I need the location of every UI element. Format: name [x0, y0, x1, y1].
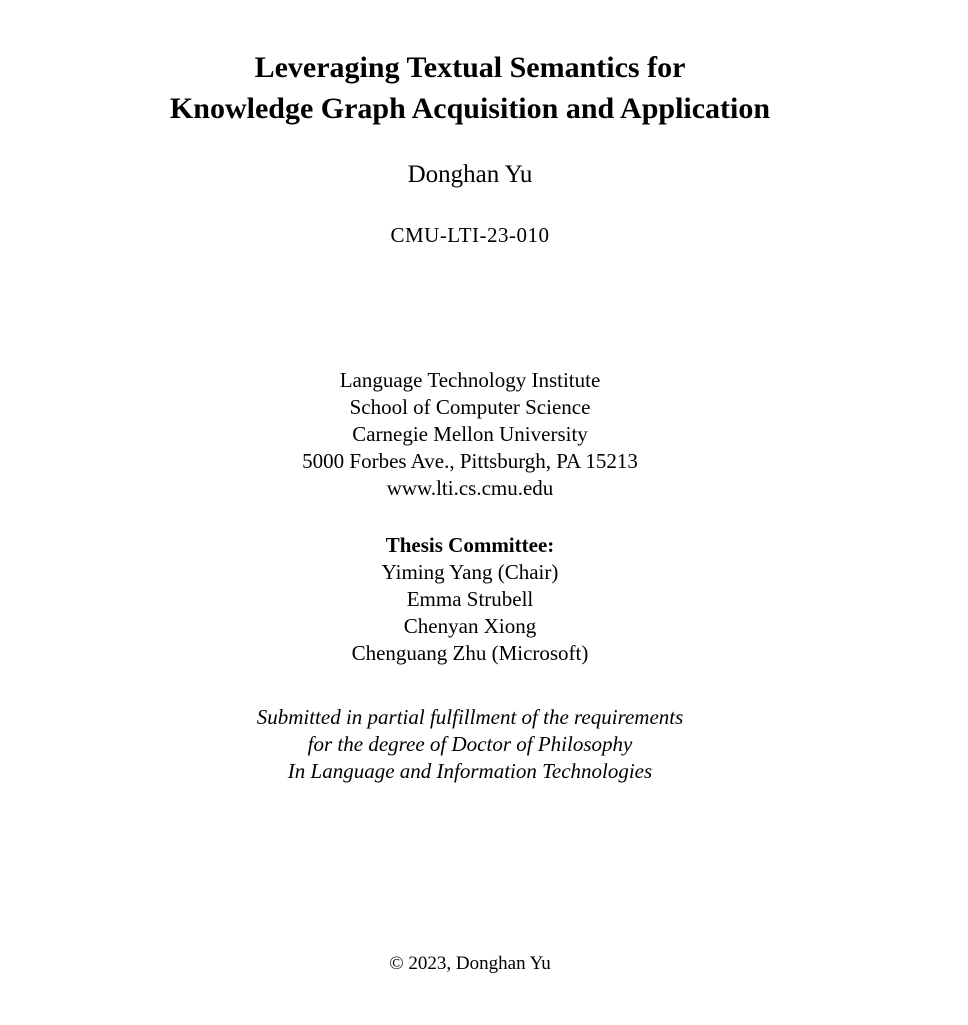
thesis-committee — [0, 532, 940, 667]
committee-member: Emma Strubell — [406, 587, 534, 611]
committee-member: Yiming Yang (Chair) — [381, 560, 559, 584]
thesis-title — [0, 47, 940, 129]
thesis-title-line-2: Knowledge Graph Acquisition and Application — [169, 92, 771, 125]
report-number: CMU-LTI-23-010 — [390, 223, 550, 247]
submission-line-2: for the degree of Doctor of Philosophy — [307, 732, 633, 756]
postal-address: 5000 Forbes Ave., Pittsburgh, PA 15213 — [302, 449, 638, 473]
committee-member: Chenyan Xiong — [403, 614, 537, 638]
submission-statement — [0, 704, 940, 785]
thesis-title-line-1: Leveraging Textual Semantics for — [254, 51, 686, 84]
institute-name: Language Technology Institute — [339, 368, 601, 392]
committee-member: Chenguang Zhu (Microsoft) — [351, 641, 589, 665]
school-name: School of Computer Science — [349, 395, 591, 419]
affiliation-block — [0, 367, 940, 502]
university-name: Carnegie Mellon University — [352, 422, 588, 446]
website: www.lti.cs.cmu.edu — [386, 476, 554, 500]
submission-line-1: Submitted in partial fulfillment of the requirements — [256, 705, 684, 729]
copyright-notice: © 2023, Donghan Yu — [389, 953, 551, 974]
submission-line-3: In Language and Information Technologies — [287, 759, 653, 783]
author-name: Donghan Yu — [407, 161, 533, 188]
committee-heading: Thesis Committee: — [385, 533, 555, 557]
